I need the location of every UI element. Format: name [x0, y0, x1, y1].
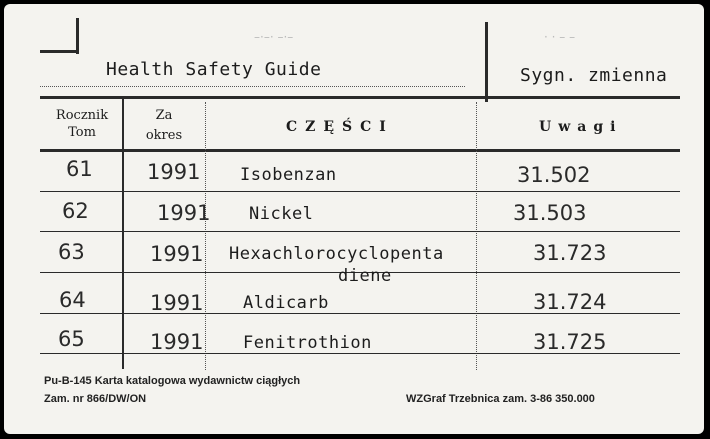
cell-okres: 1991	[150, 330, 204, 354]
signature-label: Sygn. zmienna	[520, 65, 668, 86]
column-separator-rocznik	[122, 99, 124, 369]
header-okres-line2: okres	[145, 128, 183, 143]
cell-rocznik: 65	[58, 327, 85, 351]
header-rocznik-line2: Tom	[68, 125, 96, 140]
column-separator-okres	[205, 102, 206, 370]
cell-rocznik: 63	[58, 240, 85, 264]
cell-czesci: Aldicarb	[243, 293, 329, 313]
header-rocznik-line1: Rocznik	[55, 108, 109, 123]
cell-rocznik: 64	[59, 288, 86, 312]
cell-czesci: Nickel	[249, 204, 314, 224]
cell-uwagi: 31.502	[517, 163, 591, 187]
cell-okres: 1991	[150, 242, 204, 266]
corner-mark	[76, 18, 79, 54]
cell-okres: 1991	[147, 160, 201, 184]
stamp-smudge: · · – –	[544, 30, 576, 44]
cell-uwagi: 31.725	[533, 330, 607, 354]
cell-rocznik: 61	[66, 157, 93, 181]
header-top-rule	[40, 96, 680, 99]
header-bottom-rule	[40, 149, 680, 152]
header-okres-line1: Za	[155, 108, 173, 123]
column-separator-czesci	[476, 102, 477, 370]
title-divider	[485, 22, 488, 102]
row-rule	[40, 191, 680, 192]
footer-printer: WZGraf Trzebnica zam. 3-86 350.000	[406, 393, 595, 405]
title-dotted-rule	[40, 86, 465, 87]
cell-rocznik: 62	[62, 199, 89, 223]
header-rocznik	[42, 107, 122, 141]
footer-form-id: Pu-B-145 Karta katalogowa wydawnictw ciągłych	[44, 375, 301, 387]
cell-okres: 1991	[150, 291, 204, 315]
cell-okres: 1991	[157, 201, 211, 225]
cell-uwagi: 31.503	[513, 201, 587, 225]
corner-mark	[40, 50, 78, 53]
cell-czesci: Isobenzan	[240, 165, 337, 185]
row-rule	[40, 231, 680, 232]
catalog-card	[4, 4, 704, 434]
stamp-smudge: –·–· –·–	[254, 30, 294, 44]
cell-uwagi: 31.724	[533, 290, 607, 314]
cell-czesci: Hexachlorocyclopenta	[229, 244, 444, 264]
header-czesci: CZĘŚCI	[286, 119, 394, 135]
cell-czesci-continued: diene	[338, 266, 392, 286]
footer-order-no: Zam. nr 866/DW/ON	[44, 393, 147, 405]
header-uwagi: Uwagi	[539, 119, 623, 135]
card-title: Health Safety Guide	[106, 59, 322, 80]
cell-czesci: Fenitrothion	[243, 333, 372, 353]
header-okres	[134, 107, 194, 144]
cell-uwagi: 31.723	[533, 241, 607, 265]
